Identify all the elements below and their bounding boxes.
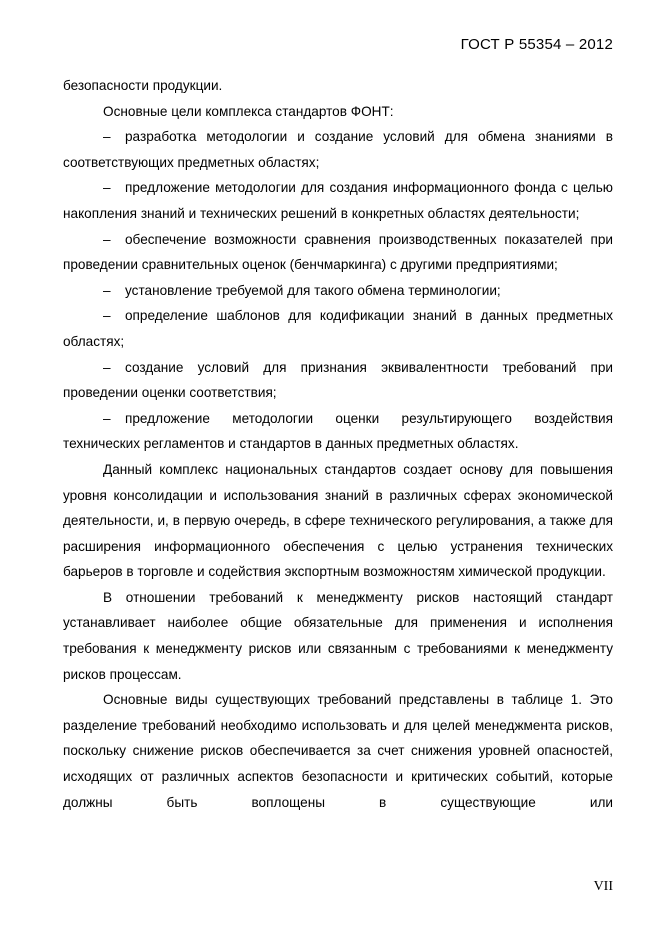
list-item <box>63 303 613 354</box>
list-item-text: предложение методологии оценки результирующего воздействия технических регламентов и стандартов в данных предметных областях. <box>63 410 613 452</box>
list-item <box>63 355 613 406</box>
list-item-text: обеспечение возможности сравнения производственных показателей при проведении сравнительных оценок (бенчмаркинга) с другими предприятиями; <box>63 231 613 273</box>
dash-marker: – <box>103 180 111 196</box>
document-number-header: ГОСТ Р 55354 – 2012 <box>460 36 613 53</box>
list-item-text: определение шаблонов для кодификации знаний в данных предметных областях; <box>63 308 613 349</box>
dash-marker: – <box>103 129 111 145</box>
list-item <box>63 406 613 457</box>
list-item-text: предложение методологии для создания информационного фонда с целью накопления знаний и технических решений в конкретных областях деятельности; <box>63 180 613 221</box>
paragraph-requirement-types: Основные виды существующих требований представлены в таблице 1. Это разделение требований необходимо использовать и для целей менеджмента рисков, поскольку снижение рисков обеспечивается за счет снижения уровней опасностей, исходящих от различных аспектов безопасности и критических событий, которые должны быть воплощены в существующие или <box>63 692 613 810</box>
dash-marker: – <box>103 308 111 324</box>
dash-marker: – <box>103 359 111 375</box>
list-item <box>63 124 613 175</box>
list-item-text: разработка методологии и создание условий для обмена знаниями в соответствующих предметных областях; <box>63 129 613 170</box>
dash-marker: – <box>103 410 111 426</box>
paragraph-goals-intro: Основные цели комплекса стандартов ФОНТ: <box>103 103 394 119</box>
paragraph-risk-requirements: В отношении требований к менеджменту рисков настоящий стандарт устанавливает наиболее общие обязательные для применения и исполнения требования к менеджменту рисков или связанным с требованиями к менеджменту рисков процессам. <box>63 589 613 682</box>
list-item <box>63 175 613 226</box>
paragraph-complex-basis: Данный комплекс национальных стандартов создает основу для повышения уровня консолидации и использования знаний в различных сферах экономической деятельности, и, в первую очередь, в сфере технического регулирования, а также для расширения информационного обеспечения с целью устранения технических барьеров в торговле и содействия экспортным возможностям химической продукции. <box>63 461 613 580</box>
list-item-text: создание условий для признания эквивалентности требований при проведении оценки соответствия; <box>63 359 613 401</box>
document-body <box>63 73 613 815</box>
dash-marker: – <box>103 282 111 298</box>
dash-marker: – <box>103 231 111 247</box>
page-number: VII <box>593 879 613 894</box>
list-item-text: установление требуемой для такого обмена терминологии; <box>125 282 501 298</box>
list-item <box>63 227 613 278</box>
paragraph-continuation: безопасности продукции. <box>63 78 223 93</box>
list-item <box>63 278 613 304</box>
